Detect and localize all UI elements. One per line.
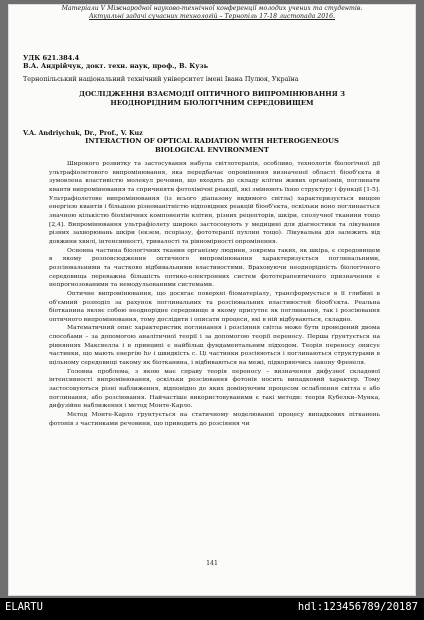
authors-uk: В.А. Андрійчук, докт. техн. наук, проф., В. Кузь [23, 62, 209, 70]
title-en: INTERACTION OF OPTICAL RADIATION WITH HETEROGENEOUS BIOLOGICAL ENVIRONMENT [85, 137, 339, 154]
paragraph: Оптичне випромінювання, що досягає поверхні біоматеріалу, трансформується в її глибині в об'ємний розподіл за рахунок поглинальних та розсіювальних властивостей біооб'єкта. Реальна біотканина являє собою неоднорідне середовище в якому присутнє як поглинання, так і розсіювання оптичного випромінювання, тому дослідити і описати процеси, які в ній відбуваються, складно. [49, 289, 380, 323]
paragraph: Метод Монте-Карло ґрунтується на статичному моделюванні процесу випадкових пітканень фотонів з частинками речовини, що приводить до розсіяння чи [49, 411, 380, 427]
header-line-2: Актуальні задачі сучасних технологій – Тернопіль 17-18 листопада 2016. [88, 13, 336, 20]
affiliation: Тернопільський національний технічний університет імені Івана Пулюя, Україна [23, 75, 299, 83]
paragraph: Основна частина біологічних тканин організму людини, зокрема таких, як шкіра, є середовищем в якому розповсюдження оптичного випромінювання характеризується поглинальними, розсіювальними та частково відбивальними властивостями. Враховуючи неоднорідність біологічного середовища переважна більшість оптико-електронних систем фототерапевтичного призначення є непрогнозованими та немодульованими системами. [49, 246, 380, 289]
document-page [8, 4, 416, 596]
page-number: 141 [206, 560, 218, 567]
header-line-1: Матеріали V Міжнародної науково-технічної конференції молодих учених та студентів. [61, 5, 363, 12]
authors-en: V.A. Andriychuk, Dr., Prof., V. Kuz [23, 129, 143, 137]
paragraph: Головна проблема, з якою має справу теорія переносу – визначення дифузної складової інтенсивності випромінювання, оскільки розсіювання фотонів носить випадковий характер. Тому застосовуються різні наближення, відповідно до яких домінуючим процесом ослаблення світла є або поглинання, або розсіювання. Найчастіше використовуваними є такі методи: теорія Кубелки–Мунка, дифузійне наближення і метод Монте-Карло. [49, 367, 380, 410]
handle-id[interactable]: hdl:123456789/20187 [297, 601, 418, 613]
title-uk: ДОСЛІДЖЕННЯ ВЗАЄМОДІЇ ОПТИЧНОГО ВИПРОМІНЮВАННЯ З НЕОДНОРІДНИМ БІОЛОГІЧНИМ СЕРЕДОВИЩЕМ [79, 90, 345, 107]
running-header [8, 5, 416, 21]
paragraph: Широкого розвитку та застосування набула світлотерапія, особливо, технологія біологічної дії ультрафіолетового випромінювання, яка передбачає опромінення визначеної області біооб'єкта й зумовлена властивістю молекул речовин, що входять до складу клітин живих організмів, поглинати кванти випромінювання та спричиняти фотохімічні реакції, які змінюють їхню структуру і функції [1-5]. Ультрафіолетове випромінювання (із всього діапазону видимого світла) характеризується вищою енергією квантів і більшою різноманітністю відповідних реакцій біооб'єкта, оскільки воно поглинається значною кількістю біохімічних компонентів клітин, різних рецепторів, шкіри, сполучної тканини тощо [2,4]. Випромінювання ультрафіолету широко застосовують у медицині для діагностики та лікування різних захворювань шкіри (екзем, псоріазу, фототерапії пухлин тощо). Лікувальна дія залежить від довжини хвилі, інтенсивності, тривалості та рівномірності опромінення. [49, 160, 380, 245]
article-body [49, 160, 380, 428]
paragraph: Математичний опис характеристик поглинання і розсіяння світла може бути проведений двома способами – за допомогою аналітичної теорії і за допомогою теорії переносу. Перша ґрунтується на рівняннях Максвелла і в принципі є найбільш фундаментальним підходом. Теорія переносу описує частинки, що мають енергію hν і швидкість c. Ці частинки розсіюються і поглинаються структурами в щільному середовищі такому як біотканина, і відбиваються на межі, підкоряючись закону Френеля. [49, 324, 380, 367]
repository-footer-bar [0, 598, 424, 620]
repository-name: ELARTU [5, 601, 43, 613]
udc-code: УДК 621.384.4 [23, 54, 80, 62]
